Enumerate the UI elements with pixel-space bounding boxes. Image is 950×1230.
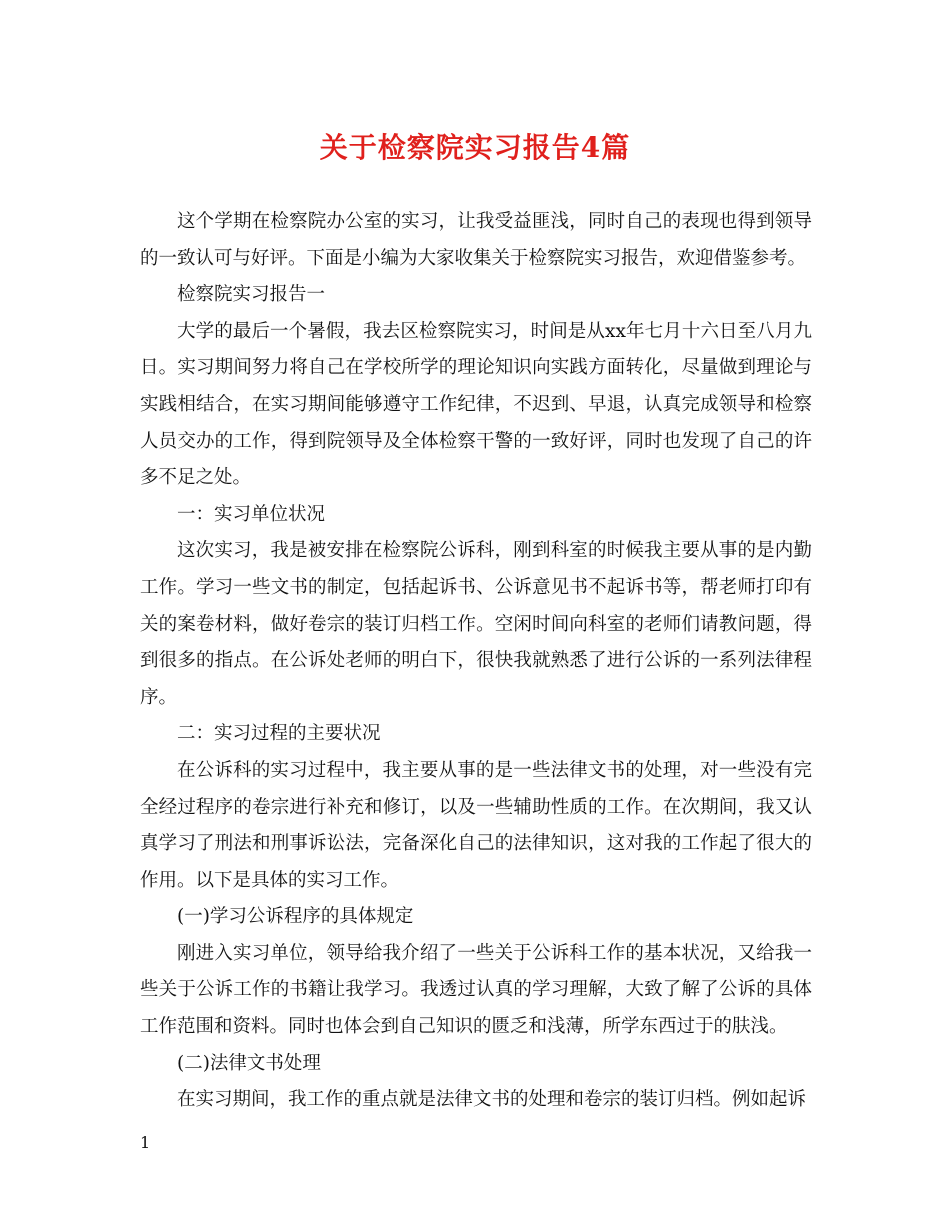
- body-paragraph: 大学的最后一个暑假，我去区检察院实习，时间是从xx年七月十六日至八月九日。实习期间努力将自己在学校所学的理论知识向实践方面转化，尽量做到理论与实践相结合，在实习期间能够遵守工作纪律，不迟到、早退，认真完成领导和检察人员交办的工作，得到院领导及全体检察干警的一致好评，同时也发现了自己的许多不足之处。: [140, 320, 812, 489]
- body-paragraph: 在公诉科的实习过程中，我主要从事的是一些法律文书的处理，对一些没有完全经过程序的卷宗进行补充和修订，以及一些辅助性质的工作。在次期间，我又认真学习了刑法和刑事诉讼法，完备深化自己的法律知识，这对我的工作起了很大的作用。以下是具体的实习工作。: [140, 759, 812, 891]
- document-body: [140, 204, 812, 1119]
- section-heading-2: 二：实习过程的主要状况: [177, 723, 381, 745]
- subsection-heading-2: (二)法律文书处理: [177, 1052, 321, 1074]
- intro-paragraph: 这个学期在检察院办公室的实习，让我受益匪浅，同时自己的表现也得到领导的一致认可与好评。下面是小编为大家收集关于检察院实习报告，欢迎借鉴参考。: [140, 211, 812, 269]
- body-paragraph: 这次实习，我是被安排在检察院公诉科，刚到科室的时候我主要从事的是内勤工作。学习一些文书的制定，包括起诉书、公诉意见书不起诉书等，帮老师打印有关的案卷材料，做好卷宗的装订归档工作。空闲时间向科室的老师们请教问题，得到很多的指点。在公诉处老师的明白下，很快我就熟悉了进行公诉的一系列法律程序。: [140, 540, 812, 708]
- subsection-heading-1: (一)学习公诉程序的具体规定: [177, 906, 414, 928]
- body-paragraph: 刚进入实习单位，领导给我介绍了一些关于公诉科工作的基本状况，又给我一些关于公诉工作的书籍让我学习。我透过认真的学习理解，大致了解了公诉的具体工作范围和资料。同时也体会到自己知识的匮乏和浅薄，所学东西过于的肤浅。: [140, 942, 812, 1038]
- report-heading-1: 检察院实习报告一: [177, 284, 326, 306]
- page-number: 1: [140, 1133, 151, 1152]
- section-heading-1: 一：实习单位状况: [177, 503, 326, 525]
- body-paragraph: 在实习期间，我工作的重点就是法律文书的处理和卷宗的装订归档。例如起诉: [177, 1089, 807, 1111]
- document-title: 关于检察院实习报告4篇: [319, 131, 631, 164]
